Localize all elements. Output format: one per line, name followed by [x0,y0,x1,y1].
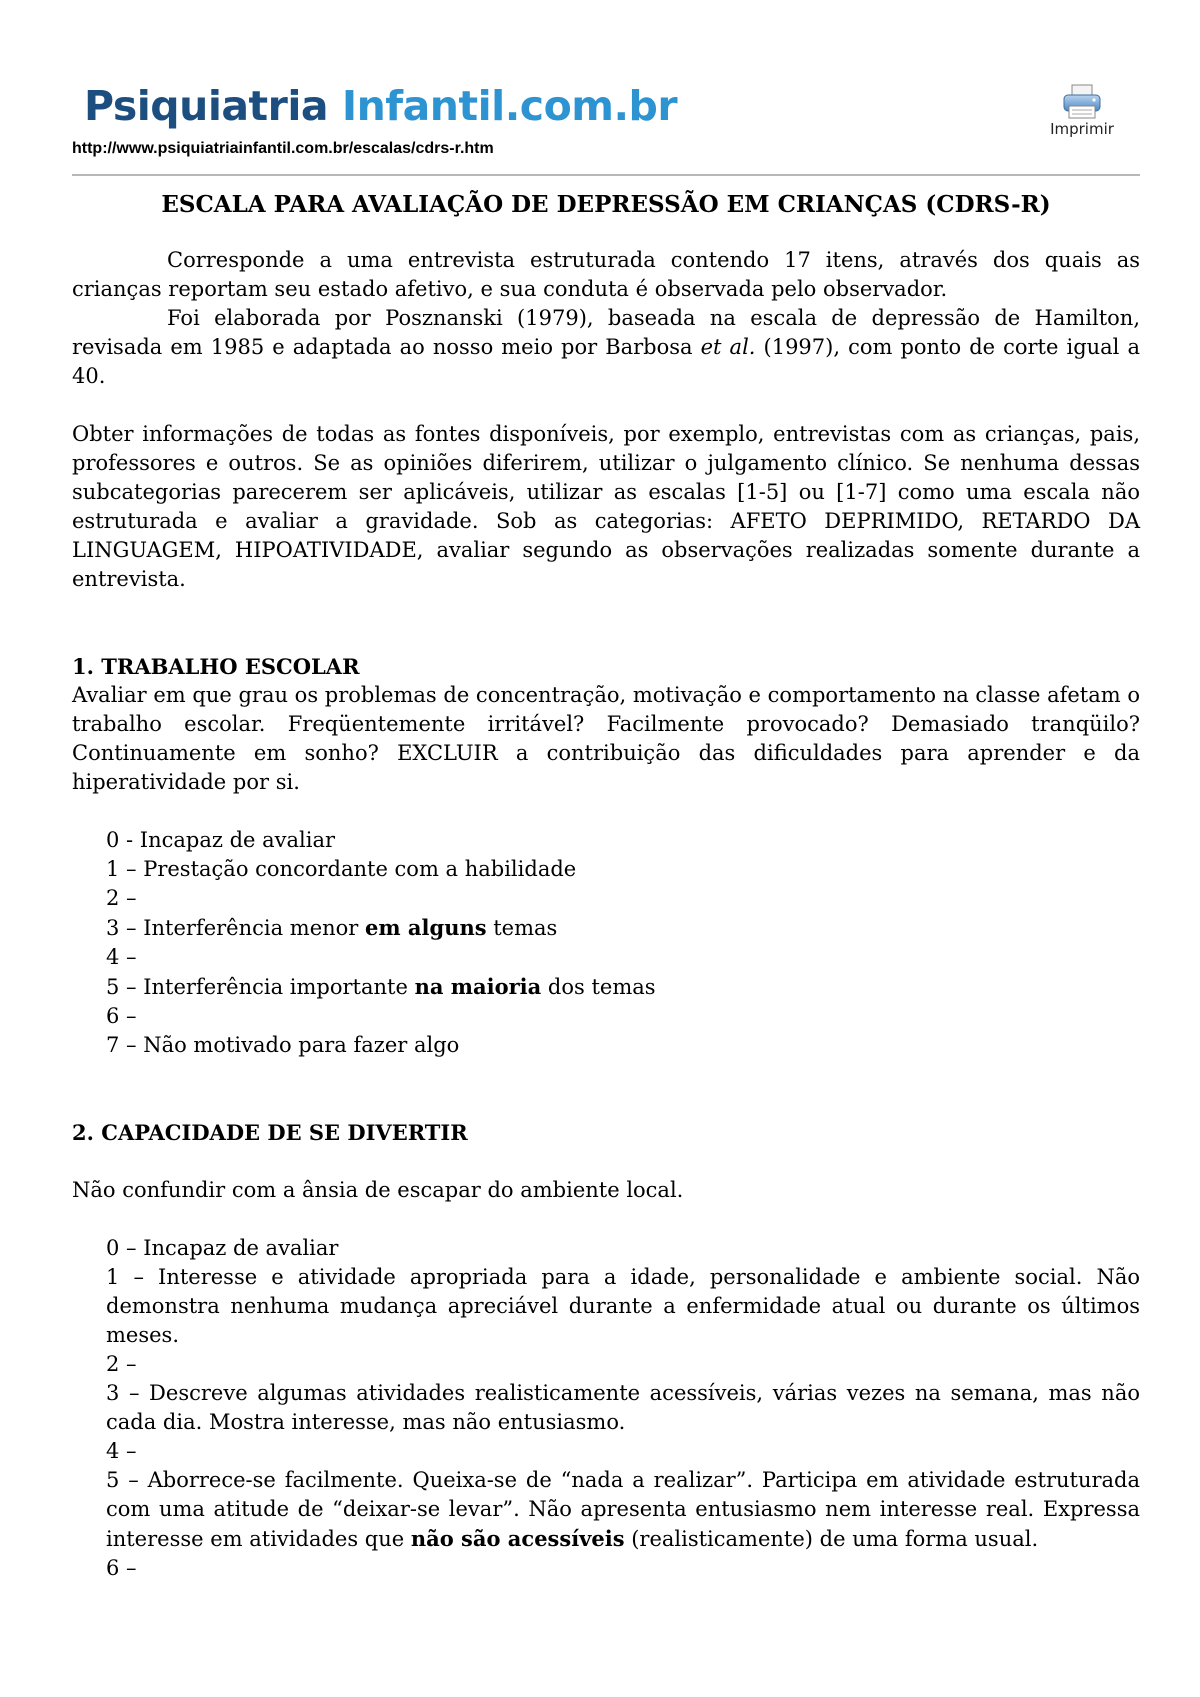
option-bold-text: em alguns [365,915,487,940]
list-item: 1 – Prestação concordante com a habilidade [106,857,577,881]
list-item: 7 – Não motivado para fazer algo [106,1033,460,1057]
intro2-emphasis: et al. [700,335,756,359]
header-divider [72,174,1140,176]
list-item: 2 – [106,886,137,910]
page-header [72,80,1140,176]
print-label: Imprimir [1050,120,1114,138]
option-bold-text: não são acessíveis [410,1526,625,1551]
section-1-options [72,826,1140,1060]
option-text: (realisticamente) de uma forma usual. [624,1527,1039,1551]
list-item [106,972,1140,1002]
option-text: 5 – Interferência importante [106,975,415,999]
list-item [106,1466,1140,1554]
logo-part-psiquiatria: Psiquiatria [84,82,342,130]
document-body [72,190,1140,1583]
spacer [72,797,1140,826]
printer-icon [1042,84,1122,120]
list-item [106,913,1140,943]
section-1-heading: 1. TRABALHO ESCOLAR [72,654,360,679]
option-text: 5 – Aborrece-se facilmente. Queixa-se de “nada a realizar”. Participa em atividade estruturada com uma atitude de “deixar-se levar”. Não apresenta entusiasmo nem interesse real. Expressa interesse em atividades que [106,1468,1140,1551]
list-item: 1 – Interesse e atividade apropriada para a idade, personalidade e ambiente social. Não demonstra nenhuma mudança apreciável durante a enfermidade atual ou durante os últimos meses. [106,1265,1140,1347]
print-button[interactable] [1042,84,1122,138]
spacer [72,1147,1140,1176]
section-2-heading: 2. CAPACIDADE DE SE DIVERTIR [72,1120,468,1145]
intro-paragraph-1: Corresponde a uma entrevista estruturada contendo 17 itens, através dos quais as crianças reportam seu estado afetivo, e sua conduta é observada pelo observador. [72,248,1140,301]
instructions-paragraph: Obter informações de todas as fontes disponíveis, por exemplo, entrevistas com as crianças, pais, professores e outros. Se as opiniões diferirem, utilizar o julgamento clínico. Se nenhuma dessas subcategorias parecerem ser aplicáveis, utilizar as escalas [1-5] ou [1-7] como uma escala não estruturada e avaliar a gravidade. Sob as categorias: AFETO DEPRIMIDO, RETARDO DA LINGUAGEM, HIPOATIVIDADE, avaliar segundo as observações realizadas somente durante a entrevista. [72,422,1140,591]
spacer [72,1060,1140,1118]
option-text: 3 – Interferência menor [106,916,366,940]
intro2-text-a: Foi elaborada por Posznanski (1979), baseada na escala de depressão de Hamilton, revisada em 1985 e adaptada ao nosso meio por Barbosa [72,306,1140,359]
list-item: 6 – [106,1556,137,1580]
site-logo[interactable] [84,80,677,132]
spacer [72,1205,1140,1234]
list-item: 4 – [106,945,137,969]
list-item: 0 - Incapaz de avaliar [106,828,336,852]
section-2-description: Não confundir com a ânsia de escapar do ambiente local. [72,1178,684,1202]
list-item: 3 – Descreve algumas atividades realisticamente acessíveis, várias vezes na semana, mas não cada dia. Mostra interesse, mas não entusiasmo. [106,1381,1140,1434]
list-item: 0 – Incapaz de avaliar [106,1236,339,1260]
option-text: temas [486,916,558,940]
option-bold-text: na maioria [414,974,542,999]
list-item: 4 – [106,1439,137,1463]
page-url[interactable]: http://www.psiquiatriainfantil.com.br/escalas/cdrs-r.htm [72,140,494,157]
logo-part-infantil: Infantil.com.br [341,82,678,130]
spacer [72,391,1140,420]
list-item: 6 – [106,1004,137,1028]
spacer [72,594,1140,652]
intro-paragraph-2 [72,304,1140,391]
list-item: 2 – [106,1352,137,1376]
document-title: ESCALA PARA AVALIAÇÃO DE DEPRESSÃO EM CRIANÇAS (CDRS-R) [161,191,1051,218]
option-text: dos temas [541,975,656,999]
section-2-options [72,1234,1140,1583]
intro2-text-b: (1997), com ponto de corte igual a 40. [72,335,1140,388]
section-1-description: Avaliar em que grau os problemas de concentração, motivação e comportamento na classe afetam o trabalho escolar. Freqüentemente irritável? Facilmente provocado? Demasiado tranqüilo? Continuamente em sonho? EXCLUIR a contribuição das dificuldades para aprender e da hiperatividade por si. [72,683,1140,794]
